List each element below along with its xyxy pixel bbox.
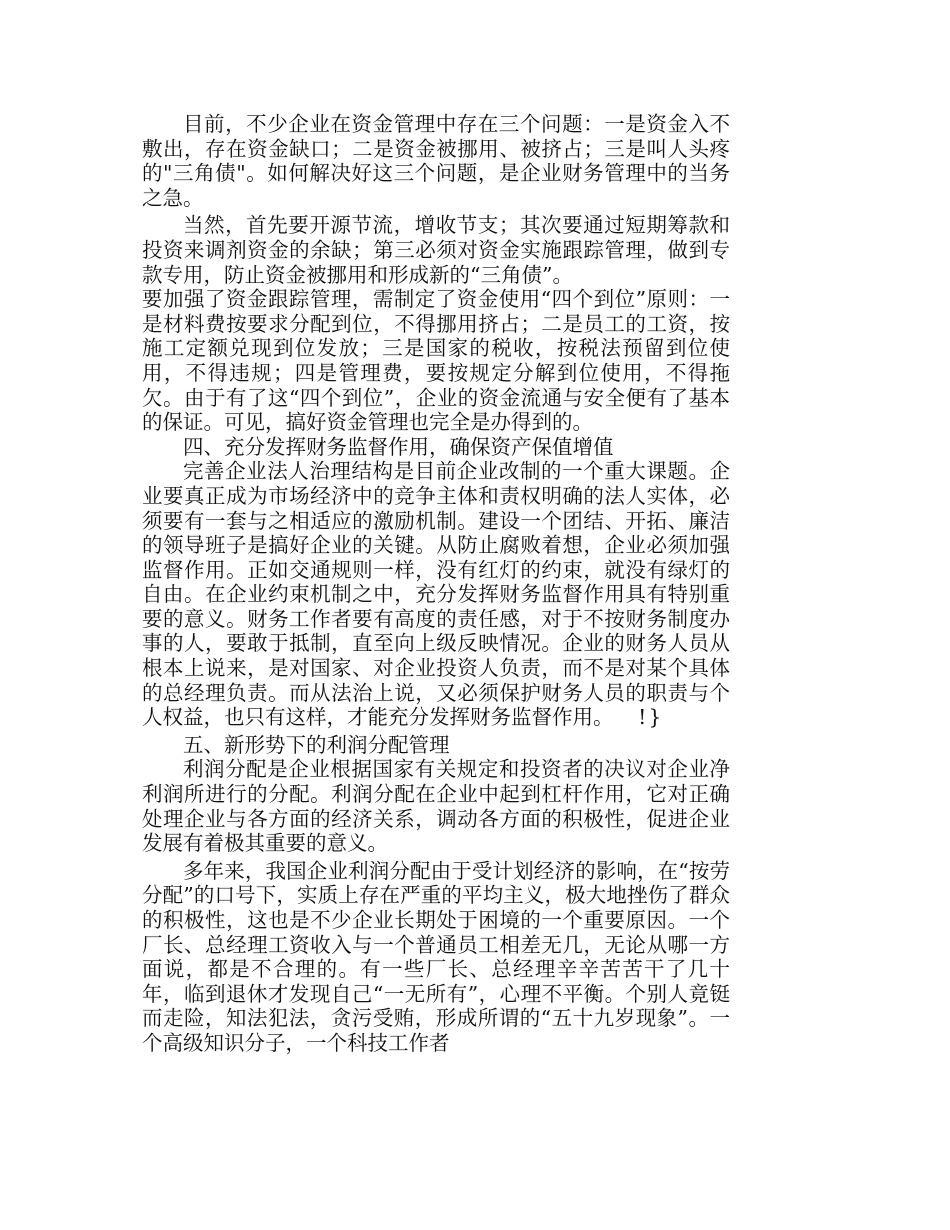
paragraph-3: 要加强了资金跟踪管理，需制定了资金使用“四个到位”原则：一是材料费按要求分配到位，不得挪用挤占；二是员工的工资，按施工定额兑现到位发放；三是国家的税收，按税法预留到位使用，不得违规；四是管理费，要按规定分解到位使用，不得拖欠。由于有了这“四个到位”，企业的资金流通与安全便有了基本的保证。可见，搞好资金管理也完全是办得到的。 [142, 287, 730, 435]
paragraph-5-text: 完善企业法人治理结构是目前企业改制的一个重大课题。企业要真正成为市场经济中的竞争主体和责权明确的法人实体，必须要有一套与之相适应的激励机制。建设一个团结、开拓、廉洁的领导班子是搞好企业的关键。从防止腐败着想，企业必须加强监督作用。正如交通规则一样，没有红灯的约束，就没有绿灯的自由。在企业约束机制之中，充分发挥财务监督作用具有特别重要的意义。财务工作者要有高度的责任感，对于不按财务制度办事的人，要敢于抵制，直至向上级反映情况。企业的财务人员从根本上说来，是对国家、对企业投资人负责，而不是对某个具体的总经理负责。而从法治上说，又必须保护财务人员的职责与个人权益，也只有这样，才能充分发挥财务监督作用。 [142, 459, 730, 730]
section-heading-5: 五、新形势下的利润分配管理 [183, 732, 450, 757]
section-heading-4: 四、充分发挥财务监督作用，确保资产保值增值 [183, 434, 614, 459]
paragraph-2: 当然，首先要开源节流，增收节支；其次要通过短期筹款和投资来调剂资金的余缺；第三必须对资金实施跟踪管理，做到专款专用，防止资金被挪用和形成新的“三角债”。 [142, 213, 730, 287]
paragraph-8: 多年来，我国企业利润分配由于受计划经济的影响，在“按劳分配”的口号下，实质上存在严重的平均主义，极大地挫伤了群众的积极性，这也是不少企业长期处于困境的一个重要原因。一个厂长、总经理工资收入与一个普通员工相差无几，无论从哪一方面说，都是不合理的。有一些厂长、总经理辛辛苦苦干了几十年，临到退休才发现自己“一无所有”，心理不平衡。个别人竟铤而走险，知法犯法，贪污受贿，形成所谓的“五十九岁现象”。一个高级知识分子，一个科技工作者 [142, 858, 730, 1055]
document-body [142, 112, 730, 1056]
paragraph-1: 目前，不少企业在资金管理中存在三个问题：一是资金入不敷出，存在资金缺口；二是资金被挪用、被挤占；三是叫人头疼的"三角债"。如何解决好这三个问题，是企业财务管理中的当务之急。 [142, 112, 730, 210]
paragraph-7: 利润分配是企业根据国家有关规定和投资者的决议对企业净利润所进行的分配。利润分配在企业中起到杠杆作用，它对正确处理企业与各方面的经济关系，调动各方面的积极性，促进企业发展有着极其重要的意义。 [142, 757, 730, 856]
stray-mark: !} [638, 705, 664, 730]
paragraph-5 [142, 459, 730, 730]
